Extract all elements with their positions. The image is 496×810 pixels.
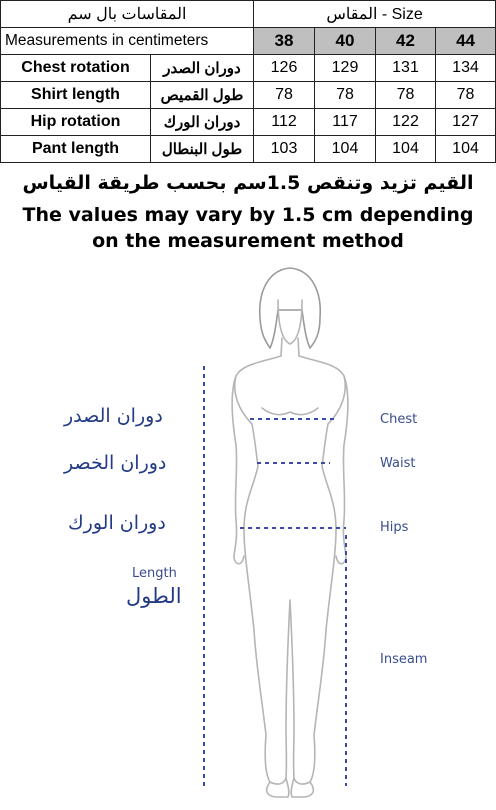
table-row	[1, 82, 496, 109]
row-label-ar: دوران الصدر	[151, 55, 254, 82]
value-cell: 131	[376, 55, 436, 82]
body-measurement-figure	[0, 260, 496, 810]
label-length-en: Length	[132, 566, 177, 581]
value-cell: 104	[315, 136, 376, 163]
label-hips-en: Hips	[380, 520, 409, 535]
tolerance-note-ar: القيم تزيد وتنقص 1.5سم بحسب طريقة القياس	[22, 172, 474, 194]
value-cell: 104	[376, 136, 436, 163]
value-cell: 112	[254, 109, 315, 136]
row-label-en: Pant length	[1, 136, 151, 163]
value-cell: 127	[436, 109, 496, 136]
chest-contour	[262, 408, 318, 415]
row-label-en: Hip rotation	[1, 109, 151, 136]
label-chest-en: Chest	[380, 412, 418, 427]
tolerance-note-en-line1: The values may vary by 1.5 cm depending	[22, 204, 474, 226]
size-cell: 40	[315, 28, 376, 55]
row-label-ar: طول القميص	[151, 82, 254, 109]
measurement-guides	[204, 366, 346, 790]
sizes-row	[1, 28, 496, 55]
size-cell: 38	[254, 28, 315, 55]
tolerance-note-en-line2: on the measurement method	[92, 230, 404, 252]
value-cell: 134	[436, 55, 496, 82]
label-hip-ar: دوران الورك	[68, 512, 166, 534]
label-waist-en: Waist	[380, 456, 416, 471]
value-cell: 129	[315, 55, 376, 82]
label-inseam-en: Inseam	[380, 652, 428, 667]
torso-outline	[235, 356, 345, 784]
tolerance-note-en	[0, 202, 496, 254]
label-length-ar: الطول	[126, 584, 182, 608]
size-header: المقاس - Size	[254, 1, 496, 28]
value-cell: 103	[254, 136, 315, 163]
size-cell: 44	[436, 28, 496, 55]
label-waist-ar: دوران الخصر	[64, 452, 167, 474]
hair-outline	[260, 268, 321, 348]
measurements-header-ar: المقاسات بال سم	[1, 1, 254, 28]
value-cell: 78	[254, 82, 315, 109]
table-header-row	[1, 1, 496, 28]
size-chart-table	[0, 0, 496, 163]
value-cell: 122	[376, 109, 436, 136]
label-chest-ar: دوران الصدر	[64, 405, 163, 427]
row-label-ar: طول البنطال	[151, 136, 254, 163]
table-row	[1, 136, 496, 163]
table-row	[1, 55, 496, 82]
value-cell: 78	[436, 82, 496, 109]
size-cell: 42	[376, 28, 436, 55]
neck-outline	[281, 338, 299, 356]
table-row	[1, 109, 496, 136]
value-cell: 78	[315, 82, 376, 109]
measurements-header-en: Measurements in centimeters	[1, 28, 254, 55]
row-label-ar: دوران الورك	[151, 109, 254, 136]
value-cell: 126	[254, 55, 315, 82]
value-cell: 78	[376, 82, 436, 109]
value-cell: 117	[315, 109, 376, 136]
value-cell: 104	[436, 136, 496, 163]
row-label-en: Chest rotation	[1, 55, 151, 82]
body-outline	[232, 268, 348, 797]
row-label-en: Shirt length	[1, 82, 151, 109]
